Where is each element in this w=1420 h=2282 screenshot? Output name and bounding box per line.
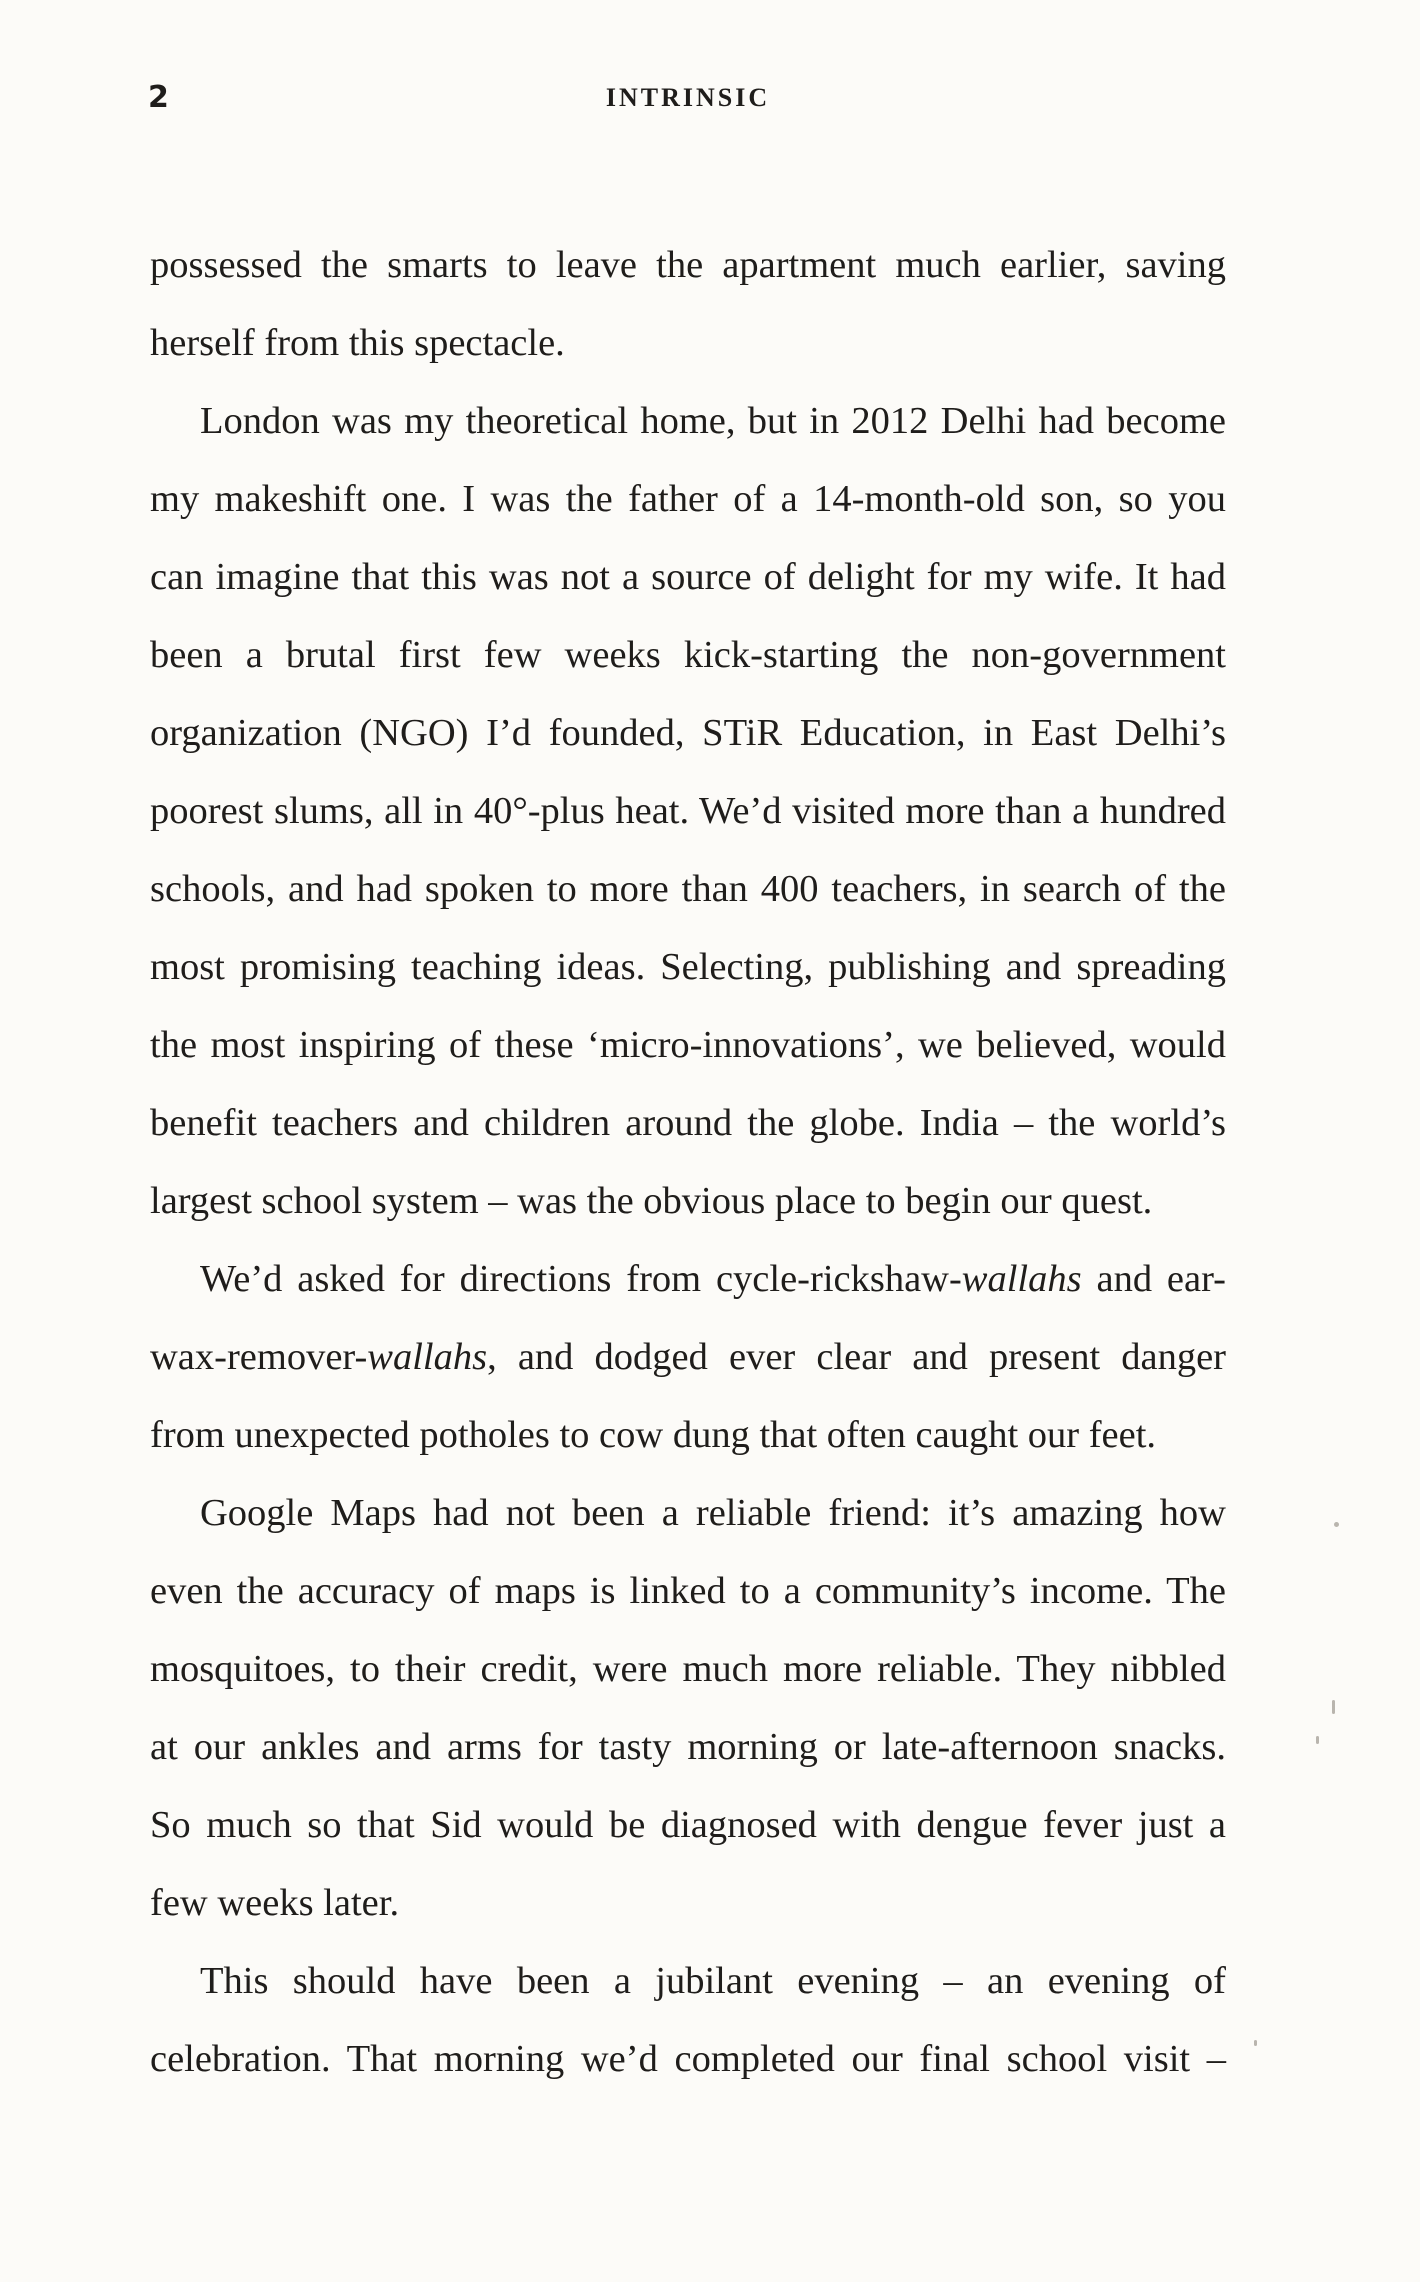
book-title: INTRINSIC [605, 83, 771, 112]
italic-word: wallahs [961, 1258, 1082, 1300]
scan-speck [1254, 2040, 1257, 2046]
scan-speck [1334, 1522, 1339, 1527]
italic-word: wallahs [367, 1336, 488, 1378]
text-line: my makeshift one. I was the father of a 14-month-old son, so you [150, 478, 1226, 520]
text-line: been a brutal first few weeks kick-starting the non-government [150, 634, 1226, 676]
text-line: few weeks later. [150, 1882, 400, 1924]
text-line: London was my theoretical home, but in 2012 Delhi had become [200, 400, 1226, 442]
page-number: 2 [148, 80, 169, 115]
text-line: can imagine that this was not a source of delight for my wife. It had [150, 556, 1226, 598]
text-line: This should have been a jubilant evening – an evening of [200, 1960, 1226, 2002]
scan-speck [1316, 1736, 1319, 1744]
text-segment: and ear- [1081, 1258, 1226, 1300]
text-line [150, 1318, 1226, 1396]
text-line: the most inspiring of these ‘micro-innovations’, we believed, would [150, 1024, 1226, 1066]
text-line: possessed the smarts to leave the apartment much earlier, saving [150, 244, 1226, 286]
text-line: even the accuracy of maps is linked to a community’s income. The [150, 1570, 1226, 1612]
text-line [150, 1240, 1226, 1318]
text-segment: We’d asked for directions from cycle-rickshaw- [200, 1258, 962, 1300]
text-line: poorest slums, all in 40°-plus heat. We’d visited more than a hundred [150, 790, 1226, 832]
text-line: Google Maps had not been a reliable friend: it’s amazing how [200, 1492, 1226, 1534]
text-line: most promising teaching ideas. Selecting, publishing and spreading [150, 946, 1226, 988]
text-segment: , and dodged ever clear and present danger [487, 1336, 1226, 1378]
text-line: organization (NGO) I’d founded, STiR Education, in East Delhi’s [150, 712, 1226, 754]
text-line: herself from this spectacle. [150, 322, 565, 364]
text-line: benefit teachers and children around the globe. India – the world’s [150, 1102, 1226, 1144]
text-line: schools, and had spoken to more than 400 teachers, in search of the [150, 868, 1226, 910]
text-line: So much so that Sid would be diagnosed with dengue fever just a [150, 1804, 1226, 1846]
text-line: celebration. That morning we’d completed our final school visit – [150, 2038, 1226, 2080]
body-text [150, 226, 1226, 2098]
scan-speck [1332, 1700, 1335, 1714]
running-head [148, 78, 1228, 118]
text-line: at our ankles and arms for tasty morning or late-afternoon snacks. [150, 1726, 1226, 1768]
text-segment: wax-remover- [150, 1336, 368, 1378]
text-line: from unexpected potholes to cow dung that often caught our feet. [150, 1414, 1157, 1456]
text-line: largest school system – was the obvious place to begin our quest. [150, 1180, 1153, 1222]
text-line: mosquitoes, to their credit, were much more reliable. They nibbled [150, 1648, 1226, 1690]
